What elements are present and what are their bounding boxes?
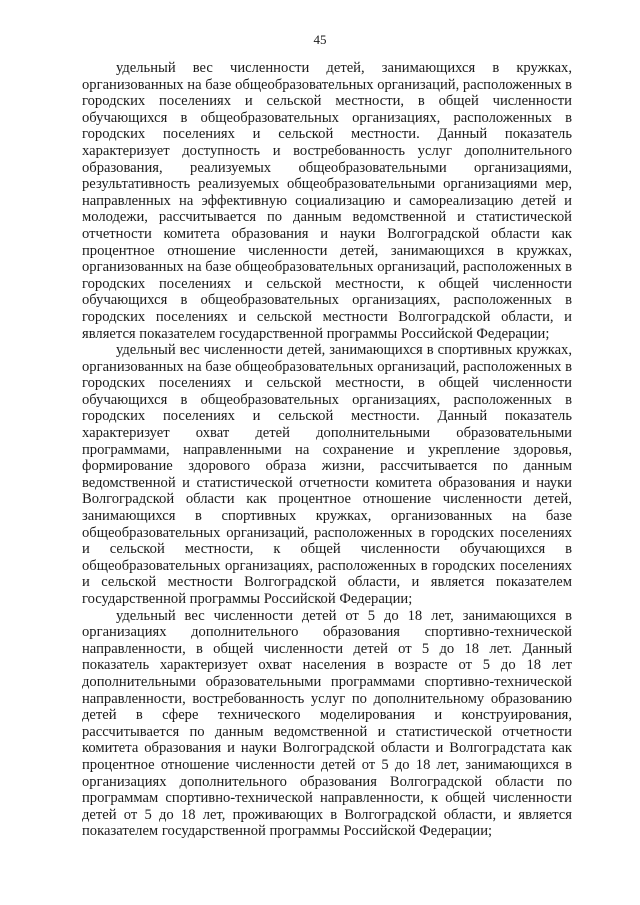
paragraph-3: удельный вес численности детей от 5 до 18 лет, занимающихся в организациях дополнительного образования спортивно-технической направленности, в общей численности детей от 5 до 18 лет. Данный показатель характеризует охват населения в возрасте от 5 до 18 лет дополнительными образовательными программами спортивно-технической направленности, востребованность услуг по дополнительному образованию детей в сфере технического моделирования и конструирования, рассчитывается по данным ведомственной и статистической отчетности комитета образования и науки Волгоградской области и Волгоградстата как процентное отношение численности детей от 5 до 18 лет, занимающихся в организациях дополнительного образования Волгоградской области по программам спортивно-технической направленности, к общей численности детей от 5 до 18 лет, проживающих в Волгоградской области, и является показателем государственной программы Российской Федерации; <box>82 607 572 840</box>
body-text <box>82 60 572 840</box>
page-number: 45 <box>313 32 327 47</box>
paragraph-1: удельный вес численности детей, занимающихся в кружках, организованных на базе общеобразовательных организаций, расположенных в городских поселениях и сельской местности, в общей численности обучающихся в общеобразовательных организациях, расположенных в городских поселениях и сельской местности. Данный показатель характеризует доступность и востребованность услуг дополнительного образования, реализуемых общеобразовательными организациями, результативность реализуемых общеобразовательными организациями мер, направленных на эффективную социализацию и самореализацию детей и молодежи, рассчитывается по данным ведомственной и статистической отчетности комитета образования и науки Волгоградской области как процентное отношение численности детей, занимающихся в кружках, организованных на базе общеобразовательных организаций, расположенных в городских поселениях и сельской местности, к общей численности обучающихся в общеобразовательных организациях, расположенных в городских поселениях и сельской местности Волгоградской области, и является показателем государственной программы Российской Федерации; <box>82 60 572 342</box>
paragraph-2: удельный вес численности детей, занимающихся в спортивных кружках, организованных на базе общеобразовательных организаций, расположенных в городских поселениях и сельской местности, в общей численности обучающихся в общеобразовательных организациях, расположенных в городских поселениях и сельской местности. Данный показатель характеризует охват детей дополнительными образовательными программами, направленными на сохранение и укрепление здоровья, формирование здорового образа жизни, рассчитывается по данным ведомственной и статистической отчетности комитета образования и науки Волгоградской области как процентное отношение численности детей, занимающихся в спортивных кружках, организованных на базе общеобразовательных организаций, расположенных в городских поселениях и сельской местности, к общей численности обучающихся в общеобразовательных организациях, расположенных в городских поселениях и сельской местности Волгоградской области, и является показателем государственной программы Российской Федерации; <box>82 342 572 607</box>
